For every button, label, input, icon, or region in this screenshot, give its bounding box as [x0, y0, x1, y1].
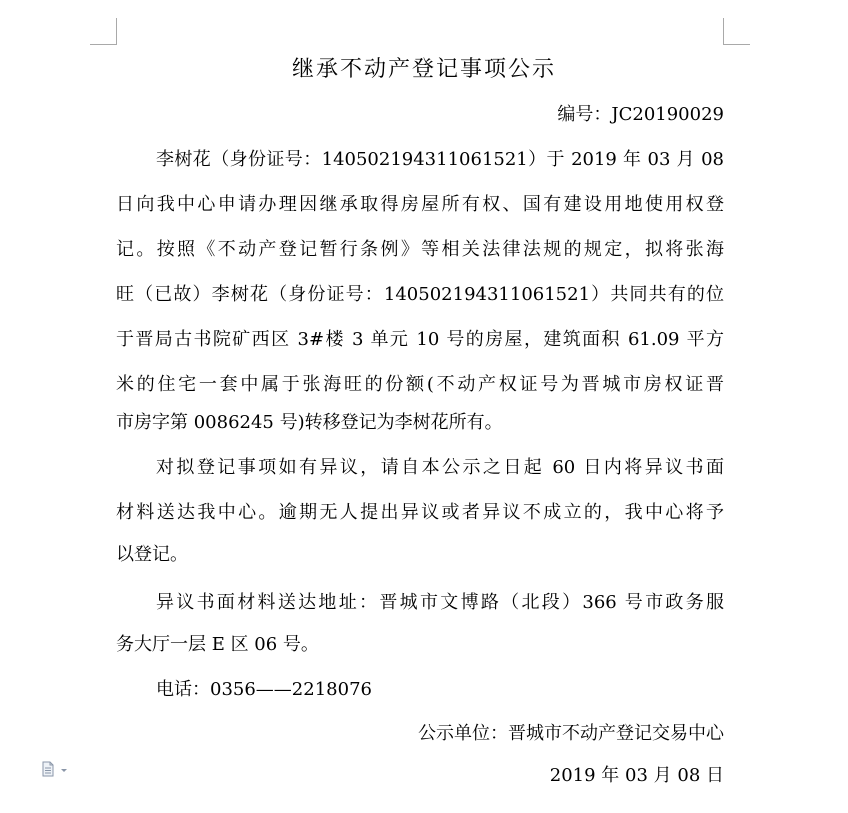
date-line: 2019 年 03 月 08 日	[549, 765, 724, 786]
paragraph1-line2: 日向我中心申请办理因继承取得房屋所有权、国有建设用地使用权登	[116, 194, 724, 215]
paragraph1-line6: 米的住宅一套中属于张海旺的份额(不动产权证号为晋城市房权证晋	[116, 374, 724, 395]
crop-mark-top-left	[90, 18, 117, 45]
paragraph3-line1: 异议书面材料送达地址：晋城市文博路（北段）366 号市政务服	[156, 592, 724, 613]
phone-line: 电话：0356——2218076	[156, 679, 372, 700]
paragraph1-line4: 旺（已故）李树花（身份证号：140502194311061521）共同共有的位	[116, 284, 724, 305]
paragraph1-line5: 于晋局古书院矿西区 3#楼 3 单元 10 号的房屋，建筑面积 61.09 平方	[116, 329, 724, 350]
publisher-line: 公示单位：晋城市不动产登记交易中心	[418, 723, 724, 744]
paragraph2-line3: 以登记。	[116, 544, 188, 565]
document-title: 继承不动产登记事项公示	[291, 57, 556, 82]
paragraph2-line1: 对拟登记事项如有异议，请自本公示之日起 60 日内将异议书面	[156, 457, 724, 478]
paragraph1-line1: 李树花（身份证号：140502194311061521）于 2019 年 03 月 08	[156, 149, 724, 170]
paragraph1-line7: 市房字第 0086245 号)转移登记为李树花所有。	[116, 412, 503, 433]
paragraph1-line3: 记。按照《不动产登记暂行条例》等相关法律法规的规定，拟将张海	[116, 239, 724, 260]
paste-options-icon[interactable]	[42, 761, 72, 777]
crop-mark-top-right	[723, 18, 750, 45]
paragraph2-line2: 材料送达我中心。逾期无人提出异议或者异议不成立的，我中心将予	[116, 502, 724, 523]
paragraph3-line2: 务大厅一层 E 区 06 号。	[116, 634, 319, 655]
document-number: 编号：JC20190029	[557, 104, 724, 125]
